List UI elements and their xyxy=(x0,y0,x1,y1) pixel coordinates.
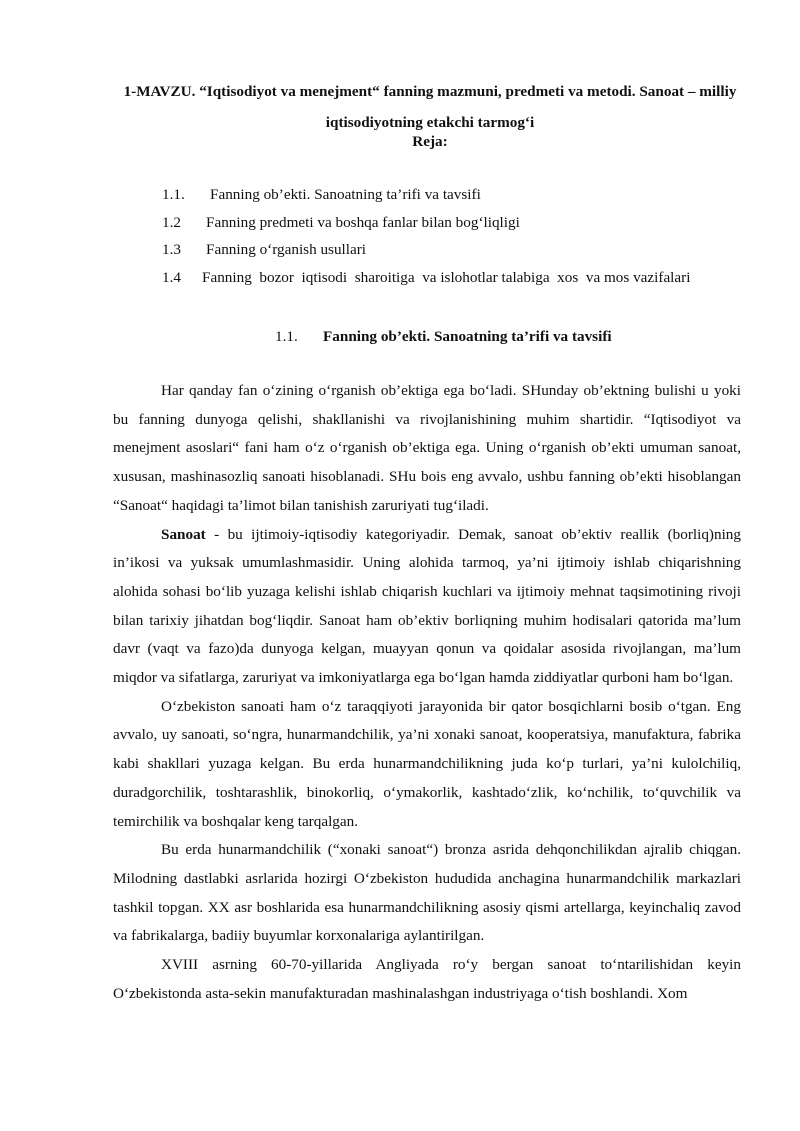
plan-item-number: 1.4 xyxy=(162,268,181,286)
plan-item xyxy=(162,264,762,292)
plan-item-text: Fanning ob’ekti. Sanoatning ta’rifi va tavsifi xyxy=(210,186,481,203)
document-title: 1-MAVZU. “Iqtisodiyot va menejment“ fanning mazmuni, predmeti va metodi. Sanoat – milliy iqtisodiyotning etakchi tarmog‘i xyxy=(123,83,737,131)
plan-item-text: Fanning predmeti va boshqa fanlar bilan bog‘liqligi xyxy=(206,213,520,231)
plan-heading: Reja: xyxy=(412,133,448,150)
paragraph-text: XVIII asrning 60-70-yillarida Angliyada ro‘y bergan sanoat to‘ntarilishidan keyin O‘zbekistonda asta-sekin manufakturadan mashinalashgan industriyaga o‘tish boshlandi. Xom xyxy=(113,956,741,1002)
plan-item-text: Fanning o‘rganish usullari xyxy=(206,241,367,258)
section-number: 1.1. xyxy=(275,328,298,345)
plan-item xyxy=(162,209,762,237)
paragraph-text: O‘zbekiston sanoati ham o‘z taraqqiyoti jarayonida bir qator bosqichlarni bosib o‘tgan. Eng avvalo, uy sanoati, so‘ngra, hunarmandchilik, ya’ni xonaki sanoat, kooperatsiya, manufaktura, fabrika kabi shakllari yuzaga kelgan. Bu erda hunarmandchilikning juda ko‘p turlari, ya’ni kulolchiliq, duradgorchilik, toshtarashlik, binokorliq, o‘ymakorlik, kashtado‘zlik, ko‘nchilik, to‘quvchilik va temirchilik va boshqalar keng tarqalgan. xyxy=(113,697,741,830)
paragraph-text: - bu ijtimoiy-iqtisodiy kategoriyadir. Demak, sanoat ob’ektiv reallik (borliq)ning in’ikosi va yuksak umumlashmasidir. Uning alohida tarmoq, ya’ni ijtimoiy ishlab chiqarishning alohida sohasi bo‘lib yuzaga kelishi ishlab chiqarish kuchlari va ijtimoiy mehnat taqsimotining rivoji bilan tarixiy jihatdan bog‘liqdir. Sanoat ham ob’ektiv borliqning muhim hodisalari qatorida ma’lum davr (vaqt va fazo)da dunyoga kelgan, muayyan qonun va qoidalar asosida rivojlangan, ma’lum miqdor va sifatlarga, zaruriyat va imkoniyatlarga ega bo‘lgan hamda ziddiyatlar qurboni ham bo‘lgan. xyxy=(113,525,741,687)
plan-item-number: 1.1. xyxy=(162,186,185,203)
plan-item-number: 1.3 xyxy=(162,241,181,258)
plan-item-number: 1.2 xyxy=(162,213,181,231)
plan-list xyxy=(162,181,762,291)
section-heading xyxy=(275,323,612,351)
paragraph xyxy=(113,521,741,693)
paragraph xyxy=(113,951,741,1008)
paragraph-text: Bu erda hunarmandchilik (“xonaki sanoat“) bronza asrida dehqonchilikdan ajralib chiqgan. Milodning dastlabki asrlarida hozirgi O‘zbekiston hududida anchagina hunarmandchilik markazlari tashkil topgan. XX asr boshlarida esa hunarmandchilikning asosiy qismi artellarga, keyinchaliq zavod va fabrikalarga, badiiy buyumlar korxonalariga aylantirilgan. xyxy=(113,841,741,945)
plan-item xyxy=(162,236,762,264)
paragraph xyxy=(113,693,741,837)
body-text xyxy=(113,377,741,1008)
paragraph-lead-term: Sanoat xyxy=(161,525,206,543)
plan-item xyxy=(162,181,762,209)
paragraph xyxy=(113,377,741,521)
section-title: Fanning ob’ekti. Sanoatning ta’rifi va tavsifi xyxy=(323,328,612,345)
paragraph xyxy=(113,836,741,951)
plan-item-text: Fanning bozor iqtisodi sharoitiga va islohotlar talabiga xos va mos vazifalari xyxy=(202,268,691,286)
paragraph-text: Har qanday fan o‘zining o‘rganish ob’ektiga ega bo‘ladi. SHunday ob’ektning bulishi u yoki bu fanning dunyoga qelishi, shakllanishi va rivojlanishining muhim shartidir. “Iqtisodiyot va menejment asoslari“ fani ham o‘z o‘rganish ob’ektiga ega. Uning o‘rganish ob’ekti umuman sanoat, xususan, mashinasozliq sanoati hisoblanadi. SHu bois eng avvalo, ushbu fanning ob’ekti hisoblangan “Sanoat“ haqidagi ta’limot bilan tanishish zaruriyati tug‘iladi. xyxy=(113,382,741,514)
